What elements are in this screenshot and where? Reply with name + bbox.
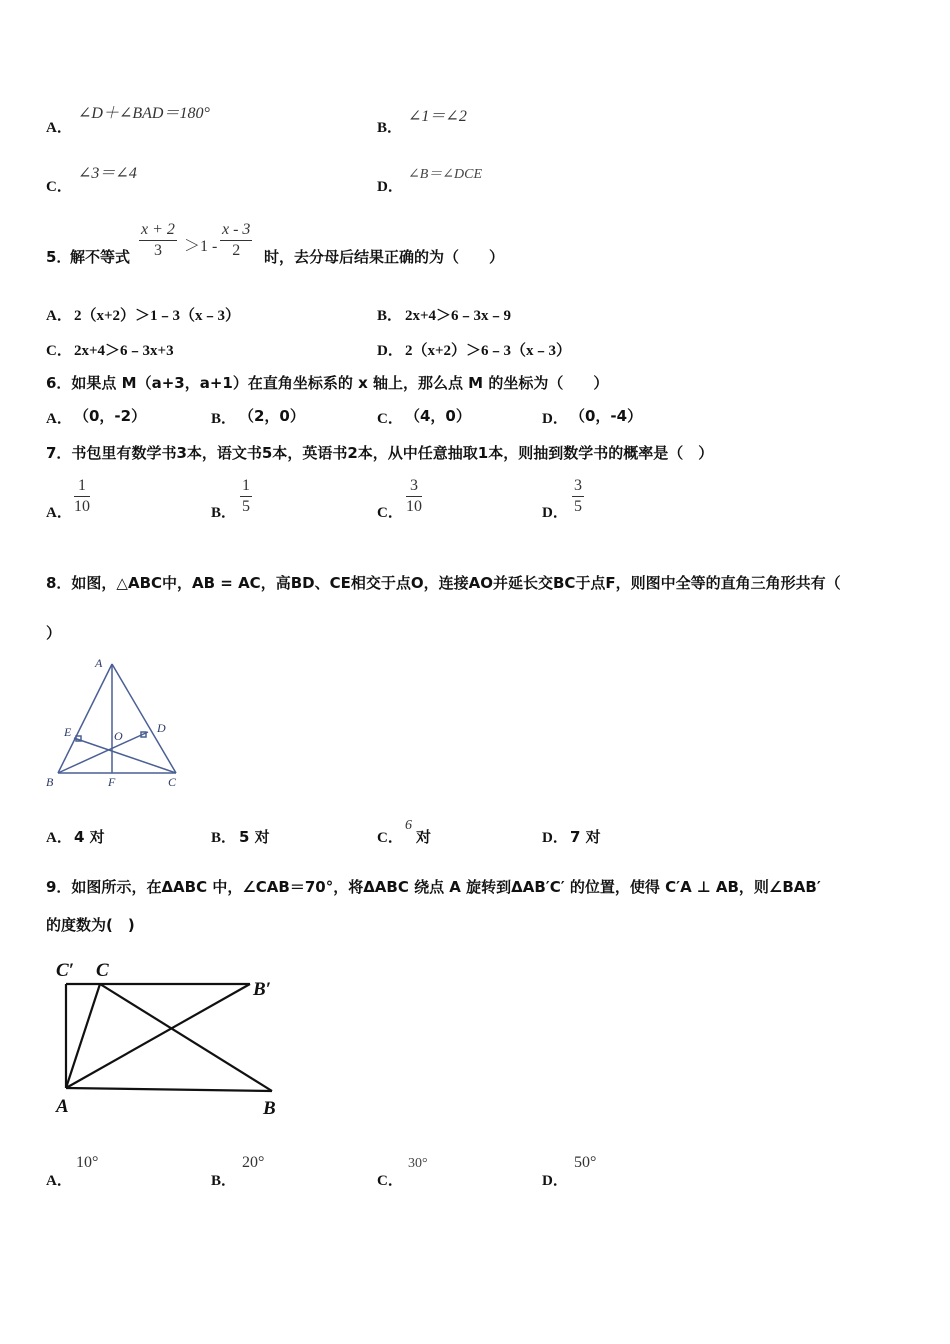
point-label-a: A [56, 1096, 69, 1117]
option-label: A． [46, 308, 72, 324]
option-text: （0，-4） [570, 407, 643, 425]
question-suffix: 时，去分母后结果正确的为（ ） [264, 248, 505, 266]
option-fraction [240, 476, 252, 517]
option-text: 50° [574, 1154, 597, 1171]
option-expr: ∠D＋∠BAD＝180° [78, 105, 210, 122]
segment-bd [58, 732, 148, 773]
fraction-numerator: x - 3 [220, 220, 252, 241]
fraction-numerator: x + 2 [139, 220, 177, 241]
option-label: A． [46, 505, 72, 521]
option-label: B． [211, 411, 237, 427]
fraction-numerator: 1 [74, 476, 90, 497]
fraction-denominator: 2 [232, 242, 241, 259]
option-label: A． [46, 411, 72, 427]
segment-ab1 [66, 984, 250, 1088]
option-text: 2x+4＞6﹣3x+3 [74, 343, 174, 359]
option-label: C． [46, 343, 72, 359]
option-text: 10° [76, 1154, 99, 1171]
option-fraction [572, 476, 584, 517]
option-text: 7 对 [570, 828, 601, 846]
option-label: D． [542, 830, 568, 846]
option-text: （4，0） [405, 407, 471, 425]
fraction-denominator: 3 [153, 242, 162, 259]
triangle-figure [40, 652, 190, 792]
point-label-f: F [108, 775, 116, 789]
rotation-figure [50, 955, 290, 1120]
point-label-b-prime: B′ [253, 979, 272, 1000]
option-label: B． [377, 120, 403, 136]
fraction-numerator: 3 [406, 476, 422, 497]
option-number: 6 [405, 818, 412, 833]
option-text: 2（x+2）＞6﹣3（x﹣3） [405, 343, 572, 359]
question-8-stem-end: ） [46, 624, 62, 642]
fraction-denominator: 5 [574, 498, 582, 515]
right-angle-mark-e [76, 736, 81, 741]
option-label: D． [377, 343, 403, 359]
point-label-e: E [64, 725, 72, 739]
inequality-middle: ＞1 - [184, 238, 218, 255]
segment-cb [100, 984, 272, 1091]
option-label: C． [377, 505, 403, 521]
option-text: 5 对 [239, 828, 270, 846]
fraction-denominator: 10 [406, 498, 422, 515]
segment-ac [112, 664, 176, 773]
option-text: 对 [416, 828, 432, 846]
question-9-stem: 9．如图所示，在ΔABC 中，∠CAB＝70°，将ΔABC 绕点 A 旋转到ΔAB′C′ 的位置，使得 C′A ⊥ AB，则∠BAB′ [46, 878, 821, 896]
point-label-b: B [263, 1098, 276, 1119]
option-expr: ∠3＝∠4 [78, 165, 137, 182]
option-text: （2，0） [239, 407, 305, 425]
point-label-a: A [95, 656, 103, 670]
option-label: B． [377, 308, 403, 324]
option-label: D． [542, 1173, 568, 1189]
fraction-numerator: 3 [572, 476, 584, 497]
fraction-1 [139, 220, 177, 261]
question-number: 5． [46, 248, 72, 266]
option-label: C． [46, 179, 72, 195]
fraction-denominator: 5 [242, 498, 250, 515]
option-label: C． [377, 1173, 403, 1189]
point-label-c: C [96, 960, 109, 981]
option-fraction [406, 476, 422, 517]
question-7-stem: 7．书包里有数学书3本，语文书5本，英语书2本，从中任意抽取1本，则抽到数学书的概率是（ ） [46, 444, 714, 462]
segment-ab [66, 1088, 272, 1091]
question-6-stem: 6．如果点 M（a+3，a+1）在直角坐标系的 x 轴上，那么点 M 的坐标为（ ） [46, 374, 609, 392]
fraction-2 [220, 220, 252, 261]
option-label: B． [211, 505, 237, 521]
point-label-o: O [114, 729, 123, 743]
option-expr: ∠1＝∠2 [408, 108, 467, 125]
option-label: D． [542, 411, 568, 427]
option-label: B． [211, 830, 237, 846]
question-8-stem: 8．如图，△ABC中，AB = AC，高BD、CE相交于点O，连接AO并延长交BC于点F，则图中全等的直角三角形共有（ [46, 574, 841, 592]
point-label-b: B [46, 775, 54, 789]
option-text: （0，-2） [74, 407, 147, 425]
fraction-denominator: 10 [74, 498, 90, 515]
option-label: B． [211, 1173, 237, 1189]
option-fraction [74, 476, 90, 517]
segment-ab [58, 664, 112, 773]
question-prefix: 解不等式 [70, 248, 131, 266]
question-9-stem-line2: 的度数为( ) [46, 916, 135, 934]
option-label: D． [377, 179, 403, 195]
option-text: 2x+4＞6﹣3x﹣9 [405, 308, 512, 324]
option-label: C． [377, 411, 403, 427]
option-label: A． [46, 1173, 72, 1189]
option-label: D． [542, 505, 568, 521]
point-label-d: D [157, 721, 166, 735]
option-label: C． [377, 830, 403, 846]
fraction-numerator: 1 [240, 476, 252, 497]
option-label: A． [46, 830, 72, 846]
option-text: 2（x+2）＞1﹣3（x﹣3） [74, 308, 241, 324]
option-text: 20° [242, 1154, 265, 1171]
option-label: A． [46, 120, 72, 136]
point-label-c-prime: C′ [56, 960, 75, 981]
option-text: 30° [408, 1156, 428, 1171]
point-label-c: C [168, 775, 177, 789]
option-expr: ∠B＝∠DCE [408, 167, 483, 182]
option-text: 4 对 [74, 828, 105, 846]
